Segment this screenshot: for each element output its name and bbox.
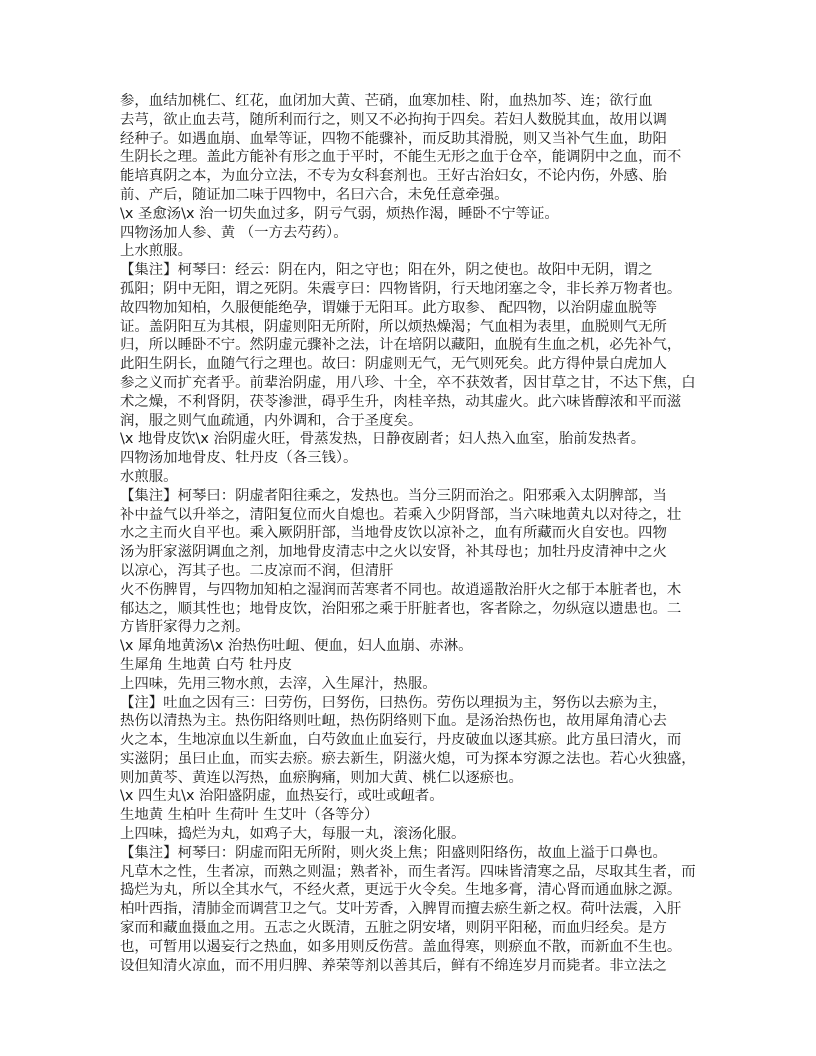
text-line: 家而和藏血摄血之用。五志之火既清，五脏之阴安堵，则阴平阳秘，而血归经矣。是方 [120,920,667,937]
text-line: 术之燥，不利肾阴，茯苓渗泄，碍乎生升，肉桂辛热，动其虚火。此六味皆醇浓和平而滋 [120,393,682,410]
text-line: 上四味，先用三物水煎，去滓，入生犀汁，热服。 [120,675,437,692]
text-line: 实滋阴；虽曰止血，而实去瘀。瘀去新生，阴滋火熄，可为探本穷源之法也。若心火独盛， [120,750,696,767]
text-line: 前、产后，随证加二味于四物中，名曰六合，未免任意牵强。 [120,186,509,203]
text-line: 经种子。如遇血崩、血晕等证，四物不能骤补，而反助其滑脱，则又当补气生血，助阳 [120,130,667,147]
text-line: 【集注】柯琴曰：阴虚者阳往乘之，发热也。当分三阴而治之。阳邪乘入太阴脾部，当 [120,487,667,504]
text-line: 补中益气以升举之，清阳复位而火自熄也。若乘入少阴肾部，当六味地黄丸以对待之，壮 [120,506,682,523]
text-line: 热伤以清热为主。热伤阳络则吐衄，热伤阴络则下血。是汤治热伤也，故用犀角清心去 [120,713,667,730]
text-line: 方皆肝家得力之剂。 [120,619,250,636]
text-line: \x 地骨皮饮\x 治阴虚火旺，骨蒸发热，日静夜剧者；妇人热入血室，胎前发热者。 [120,431,646,448]
text-line: \x 圣愈汤\x 治一切失血过多，阴亏气弱，烦热作渴，睡卧不宁等证。 [120,205,559,222]
text-line: 上四味，捣烂为丸，如鸡子大，每服一丸，滚汤化服。 [120,826,466,843]
text-line: 柏叶西指，清肺金而调营卫之气。艾叶芳香，入脾胃而擅去瘀生新之权。荷叶法震，入肝 [120,901,682,918]
text-line: 四物汤加人参、黄 （一方去芍药）。 [120,224,348,241]
text-line: 去芎，欲止血去芎，随所利而行之，则又不必拘拘于四矣。若妇人数脱其血，故用以调 [120,111,667,128]
text-line: 证。盖阴阳互为其根，阴虚则阳无所附，所以烦热燥渴；气血相为表里，血脱则气无所 [120,318,667,335]
text-line: 凡草木之性，生者凉，而熟之则温；熟者补，而生者泻。四味皆清寒之品，尽取其生者，而 [120,863,696,880]
text-line: 捣烂为丸，所以全其水气，不经火煮，更远于火令矣。生地多膏，清心肾而通血脉之源。 [120,882,682,899]
text-line: 【集注】柯琴曰：经云：阴在内，阳之守也；阳在外，阴之使也。故阳中无阴，谓之 [120,262,653,279]
text-line: 此阳生阴长，血随气行之理也。故曰：阴虚则无气，无气则死矣。此方得仲景白虎加人 [120,356,667,373]
text-line: 归，所以睡卧不宁。然阴虚元骤补之法，计在培阴以藏阳，血脱有生血之机，必先补气， [120,337,682,354]
text-line: 孤阳；阴中无阳，谓之死阴。朱震亨曰：四物皆阴，行天地闭塞之令，非长养万物者也。 [120,280,682,297]
text-line: 火不伤脾胃，与四物加知柏之湿润而苦寒者不同也。故逍遥散治肝火之郁于本脏者也，木 [120,581,682,598]
text-line: 故四物加知柏，久服便能绝孕，谓嫌于无阳耳。此方取参、 配四物，以治阴虚血脱等 [120,299,658,316]
text-line: 水煎服。 [120,468,178,485]
text-line: 水之主而火自平也。乘入厥阴肝部，当地骨皮饮以凉补之，血有所藏而火自安也。四物 [120,525,667,542]
text-line: 以凉心，泻其子也。二皮凉而不润，但清肝 [120,562,394,579]
text-line: 四物汤加地骨皮、牡丹皮（各三钱）。 [120,450,358,467]
text-line: \x 犀角地黄汤\x 治热伤吐衄、便血，妇人血崩、赤淋。 [120,638,473,655]
text-line: 则加黄芩、黄连以泻热，血瘀胸痛，则加大黄、桃仁以逐瘀也。 [120,769,523,786]
text-line: 参，血结加桃仁、红花，血闭加大黄、芒硝，血寒加桂、附，血热加芩、连；欲行血 [120,93,653,109]
text-line: 也，可暂用以遏妄行之热血，如多用则反伤营。盖血得寒，则瘀血不散，而新血不生也。 [120,938,682,955]
document-page [120,92,696,975]
text-line: 设但知清火凉血，而不用归脾、养荣等剂以善其后，鲜有不绵连岁月而毙者。非立法之 [120,957,667,974]
text-line: 生地黄 生柏叶 生荷叶 生艾叶（各等分） [120,807,379,824]
text-line: 生阴长之理。盖此方能补有形之血于平时，不能生无形之血于仓卒，能调阴中之血，而不 [120,149,682,166]
text-line: 火之本，生地凉血以生新血，白芍敛血止血妄行，丹皮破血以逐其瘀。此方虽曰清火，而 [120,732,682,749]
text-line: 润，服之则气血疏通，内外调和，合于圣度矣。 [120,412,423,429]
text-line: 郁达之，顺其性也；地骨皮饮，治阳邪之乘于肝脏者也，客者除之，勿纵寇以遗患也。二 [120,600,682,617]
text-line: 生犀角 生地黄 白芍 牡丹皮 [120,656,293,673]
text-line: 【注】吐血之因有三：曰劳伤，曰努伤，曰热伤。劳伤以理损为主，努伤以去瘀为主， [120,694,667,711]
text-line: 【集注】柯琴曰：阴虚而阳无所附，则火炎上焦；阳盛则阳络伤，故血上溢于口鼻也。 [120,844,667,861]
text-line: 参之义而扩充者乎。前辈治阴虚，用八珍、十全，卒不获效者，因甘草之甘，不达下焦，白 [120,374,696,391]
text-line: 汤为肝家滋阴调血之剂，加地骨皮清志中之火以安肾，补其母也；加牡丹皮清神中之火 [120,544,667,561]
text-line: \x 四生丸\x 治阳盛阴虚，血热妄行，或吐或衄者。 [120,788,444,805]
text-line: 上水煎服。 [120,243,192,260]
text-line: 能培真阴之本，为血分立法，不专为女科套剂也。王好古治妇女，不论内伤，外感、胎 [120,168,667,185]
